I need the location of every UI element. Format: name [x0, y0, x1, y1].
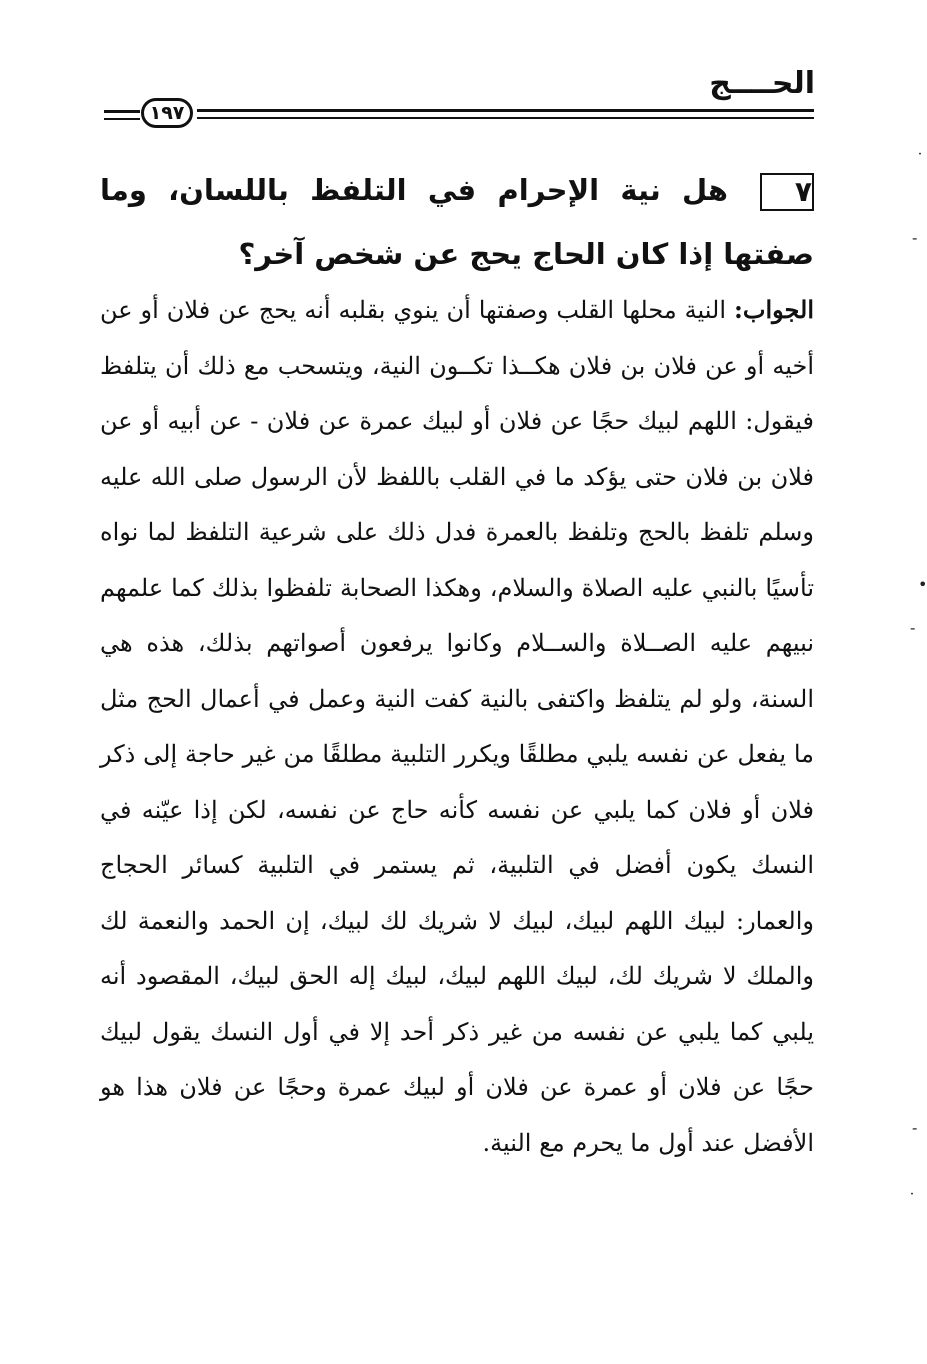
question-number: ٧ [760, 173, 814, 211]
question-text: هل نية الإحرام في التلفظ باللسان، وما صفتها إذا كان الحاج يحج عن شخص آخر؟ [100, 173, 814, 271]
header-rule-left-thin [104, 118, 140, 120]
answer-text: النية محلها القلب وصفتها أن ينوي بقلبه أنه يحج عن فلان أو عن أخيه أو عن فلان بن فلان هكــذا تكــون النية، ويتسحب مع ذلك أن يتلفظ فيقول: اللهم لبيك حجًا عن فلان أو لبيك عمرة عن فلان - عن أبيه أو عن فلان بن فلان حتى يؤكد ما في القلب باللفظ لأن الرسول صلى الله عليه وسلم تلفظ بالحج وتلفظ بالعمرة فدل ذلك على شرعية التلفظ لما نواه تأسيًا بالنبي عليه الصلاة والسلام، وهكذا الصحابة تلفظوا بذلك كما علمهم نبيهم عليه الصــلاة والســلام وكانوا يرفعون أصواتهم بذلك، هذه هي السنة، ولو لم يتلفظ واكتفى بالنية كفت النية وعمل في أعمال الحج مثل ما يفعل عن نفسه يلبي مطلقًا ويكرر التلبية مطلقًا من غير حاجة إلى ذكر فلان أو فلان كما يلبي عن نفسه كأنه حاج عن نفسه، لكن إذا عيّنه في النسك يكون أفضل في التلبية، ثم يستمر في التلبية كسائر الحجاج والعمار: لبيك اللهم لبيك، لبيك لا شريك لك لبيك، إن الحمد والنعمة لك والملك لا شريك لك، لبيك اللهم لبيك، لبيك إله الحق لبيك، المقصود أنه يلبي كما يلبي عن نفسه من غير ذكر أحد إلا في أول النسك يقول لبيك حجًا عن فلان أو عمرة عن فلان أو لبيك عمرة وحجًا عن فلان هذا هو الأفضل عند أول ما يحرم مع النية. [100, 296, 814, 1157]
margin-mark: ˙ [916, 150, 924, 169]
margin-mark: ˙ [908, 1190, 916, 1209]
header-rule-left [104, 110, 140, 113]
page-number: ١٩٧ [141, 98, 193, 128]
margin-mark: • [918, 575, 927, 594]
header-rule-thin [197, 117, 814, 119]
margin-mark: - [910, 618, 916, 637]
header-rule [197, 109, 814, 112]
answer-label: الجواب: [734, 295, 814, 324]
answer-body [100, 282, 814, 1171]
running-title: الحــــج [709, 66, 815, 101]
question-heading [100, 158, 814, 286]
margin-mark: - [912, 1118, 918, 1137]
margin-mark: - [912, 228, 918, 247]
